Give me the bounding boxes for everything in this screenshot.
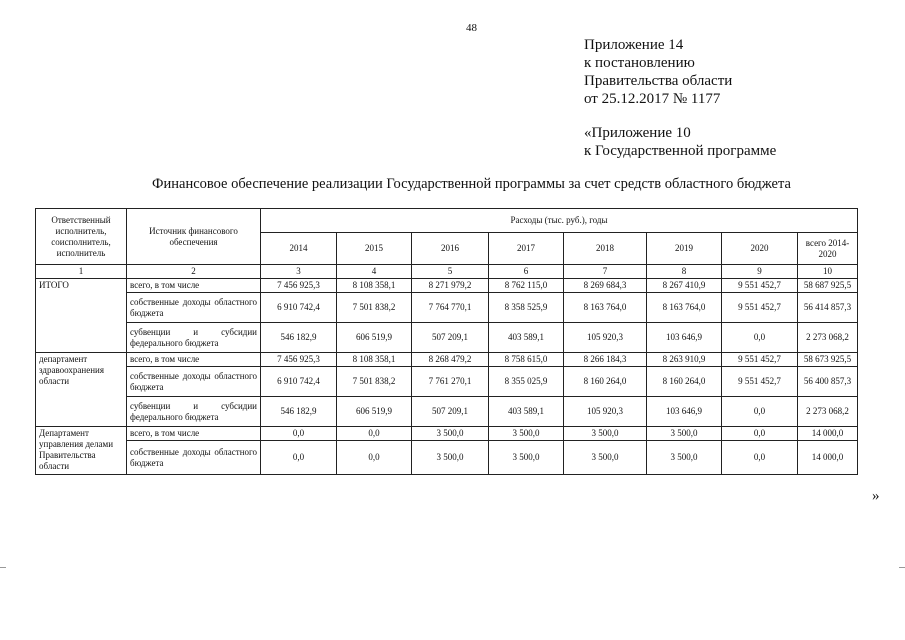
value-cell: 9 551 452,7 [722, 279, 798, 293]
source-cell: всего, в том числе [127, 427, 261, 441]
value-cell: 8 266 184,3 [564, 353, 647, 367]
value-cell: 8 271 979,2 [412, 279, 489, 293]
column-number: 10 [798, 265, 858, 279]
value-cell: 8 163 764,0 [647, 293, 722, 323]
source-cell: всего, в том числе [127, 279, 261, 293]
source-cell: собственные доходы областного бюджета [127, 441, 261, 475]
total-cell: 56 414 857,3 [798, 293, 858, 323]
value-cell: 0,0 [722, 397, 798, 427]
appendix-header [584, 36, 732, 108]
value-cell: 3 500,0 [489, 441, 564, 475]
column-number: 5 [412, 265, 489, 279]
value-cell: 7 456 925,3 [261, 353, 337, 367]
left-edge-mark [0, 567, 6, 568]
value-cell: 606 519,9 [337, 397, 412, 427]
source-cell: собственные доходы областного бюджета [127, 293, 261, 323]
value-cell: 8 108 358,1 [337, 279, 412, 293]
header-total: всего 2014-2020 [798, 233, 858, 265]
appendix-line: «Приложение 10 [584, 125, 691, 141]
appendix-line: к постановлению [584, 55, 695, 71]
appendix-line: Правительства области [584, 73, 733, 89]
total-cell: 58 687 925,5 [798, 279, 858, 293]
value-cell: 8 358 525,9 [489, 293, 564, 323]
value-cell: 3 500,0 [412, 441, 489, 475]
column-number: 2 [127, 265, 261, 279]
value-cell: 546 182,9 [261, 323, 337, 353]
value-cell: 7 501 838,2 [337, 293, 412, 323]
value-cell: 9 551 452,7 [722, 353, 798, 367]
value-cell: 8 160 264,0 [647, 367, 722, 397]
total-cell: 56 400 857,3 [798, 367, 858, 397]
right-edge-mark [899, 567, 905, 568]
total-cell: 14 000,0 [798, 441, 858, 475]
total-cell: 14 000,0 [798, 427, 858, 441]
executor-cell: ИТОГО [36, 279, 127, 353]
header-source: Источник финансового обеспечения [127, 209, 261, 265]
header-year: 2019 [647, 233, 722, 265]
source-cell: субвенции и субсидии федерального бюджета [127, 397, 261, 427]
value-cell: 8 160 264,0 [564, 367, 647, 397]
column-number: 1 [36, 265, 127, 279]
value-cell: 3 500,0 [412, 427, 489, 441]
value-cell: 8 269 684,3 [564, 279, 647, 293]
column-number: 6 [489, 265, 564, 279]
value-cell: 8 762 115,0 [489, 279, 564, 293]
value-cell: 103 646,9 [647, 397, 722, 427]
appendix-line: Приложение 14 [584, 37, 684, 53]
value-cell: 606 519,9 [337, 323, 412, 353]
source-cell: всего, в том числе [127, 353, 261, 367]
header-year: 2014 [261, 233, 337, 265]
source-cell: субвенции и субсидии федерального бюджета [127, 323, 261, 353]
header-year: 2020 [722, 233, 798, 265]
header-year: 2015 [337, 233, 412, 265]
value-cell: 0,0 [261, 427, 337, 441]
value-cell: 7 761 270,1 [412, 367, 489, 397]
value-cell: 0,0 [722, 427, 798, 441]
value-cell: 8 267 410,9 [647, 279, 722, 293]
value-cell: 0,0 [261, 441, 337, 475]
value-cell: 9 551 452,7 [722, 293, 798, 323]
value-cell: 3 500,0 [489, 427, 564, 441]
value-cell: 8 163 764,0 [564, 293, 647, 323]
column-number: 7 [564, 265, 647, 279]
value-cell: 8 263 910,9 [647, 353, 722, 367]
column-number: 3 [261, 265, 337, 279]
value-cell: 0,0 [722, 441, 798, 475]
document-title: Финансовое обеспечение реализации Государственной программы за счет средств областного бюджета [152, 176, 791, 192]
value-cell: 0,0 [337, 427, 412, 441]
value-cell: 9 551 452,7 [722, 367, 798, 397]
value-cell: 8 108 358,1 [337, 353, 412, 367]
column-number: 4 [337, 265, 412, 279]
total-cell: 2 273 068,2 [798, 323, 858, 353]
executor-cell: департамент здравоохранения области [36, 353, 127, 427]
value-cell: 0,0 [337, 441, 412, 475]
value-cell: 546 182,9 [261, 397, 337, 427]
value-cell: 403 589,1 [489, 323, 564, 353]
closing-quote-mark: » [872, 488, 880, 504]
value-cell: 8 758 615,0 [489, 353, 564, 367]
value-cell: 103 646,9 [647, 323, 722, 353]
column-number: 9 [722, 265, 798, 279]
source-cell: собственные доходы областного бюджета [127, 367, 261, 397]
total-cell: 2 273 068,2 [798, 397, 858, 427]
budget-table [35, 208, 858, 475]
value-cell: 7 456 925,3 [261, 279, 337, 293]
value-cell: 403 589,1 [489, 397, 564, 427]
value-cell: 507 209,1 [412, 323, 489, 353]
value-cell: 105 920,3 [564, 323, 647, 353]
value-cell: 8 268 479,2 [412, 353, 489, 367]
value-cell: 6 910 742,4 [261, 293, 337, 323]
page-number: 48 [466, 22, 477, 34]
value-cell: 7 501 838,2 [337, 367, 412, 397]
value-cell: 3 500,0 [564, 441, 647, 475]
value-cell: 8 355 025,9 [489, 367, 564, 397]
total-cell: 58 673 925,5 [798, 353, 858, 367]
header-expenses: Расходы (тыс. руб.), годы [261, 209, 858, 233]
value-cell: 3 500,0 [647, 441, 722, 475]
header-year: 2016 [412, 233, 489, 265]
value-cell: 105 920,3 [564, 397, 647, 427]
value-cell: 7 764 770,1 [412, 293, 489, 323]
column-number: 8 [647, 265, 722, 279]
value-cell: 0,0 [722, 323, 798, 353]
header-executor: Ответственный исполнитель, соисполнитель, исполнитель [36, 209, 127, 265]
value-cell: 507 209,1 [412, 397, 489, 427]
header-year: 2018 [564, 233, 647, 265]
value-cell: 6 910 742,4 [261, 367, 337, 397]
value-cell: 3 500,0 [564, 427, 647, 441]
value-cell: 3 500,0 [647, 427, 722, 441]
executor-cell: Департамент управления делами Правительства области [36, 427, 127, 475]
appendix-line: к Государственной программе [584, 143, 777, 159]
header-year: 2017 [489, 233, 564, 265]
appendix-line: от 25.12.2017 № 1177 [584, 91, 721, 107]
appendix-sub-header [584, 124, 776, 160]
